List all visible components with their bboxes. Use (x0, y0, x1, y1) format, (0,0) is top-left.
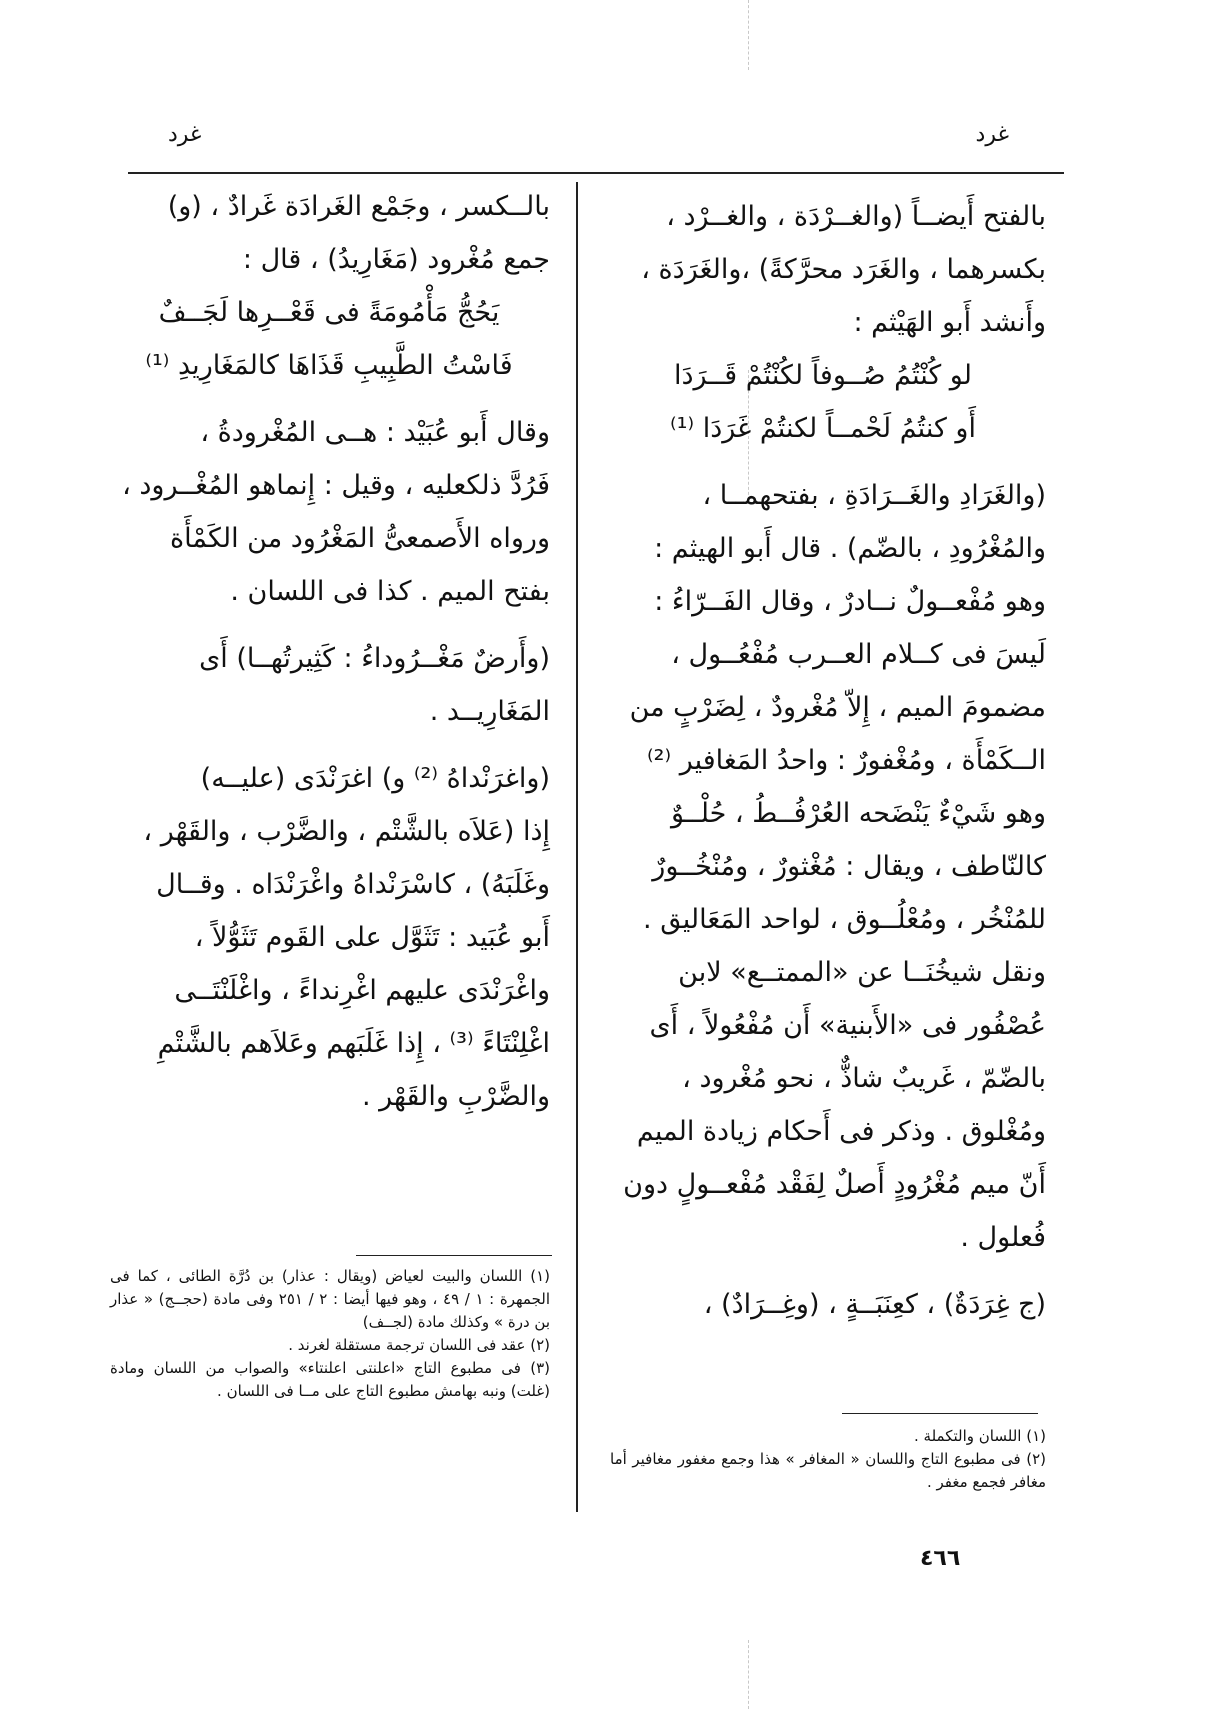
text-line: إِذا (عَلاَه بالشَّتْم ، والضَّرْب ، والقَهْر ، (143, 816, 550, 847)
verse-line: لو كُنْتُمُ صُــوفاً لكُنْتُمْ قَــرَدَا (673, 360, 972, 391)
text-line: لَيسَ فى كــلام العــرب مُفْعُــول ، (671, 639, 1046, 670)
text-line: ونقل شيخُنَــا عن «الممتــع» لابن (678, 957, 1046, 988)
verse-line: يَحُجُّ مَأْمُومَةً فى قَعْــرِها لَجَــفٌ (158, 297, 500, 328)
text-line: أَنّ ميم مُغْرُودٍ أَصلٌ لِفَقْد مُفْعــولٍ دون (623, 1169, 1046, 1200)
running-header-left: غرد (168, 122, 202, 147)
text-line: وغَلَبَهُ) ، كاسْرَنْداهُ واغْرَنْدَاه . وقــال (156, 869, 550, 900)
text-line: أَبو عُبَيد : تَثَوَّل على القَوم تَثَوُّلاً ، (194, 922, 550, 953)
footnote: (١) اللسان والتكملة . (914, 1427, 1046, 1445)
footnotes-right (610, 1425, 1046, 1494)
text-line: المَغَارِيــد . (429, 696, 550, 727)
text-line: كالنّاطف ، ويقال : مُغْثورٌ ، ومُنْخُــورٌ (652, 851, 1046, 882)
right-column (600, 190, 1046, 1331)
fold-line (748, 0, 749, 70)
page-number: ٤٦٦ (920, 1546, 961, 1571)
text-line: الــكَمْأَة ، ومُغْفورٌ : واحدُ المَغافير ⁽²⁾ (647, 745, 1046, 776)
footnotes-left (110, 1265, 550, 1403)
text-line: (ج غِرَدَةٌ) ، كعِنَبَــةٍ ، (وغِــرَادٌ) ، (703, 1289, 1046, 1320)
text-line: (وأَرضٌ مَغْــرُوداءُ : كَثِيرتُهــا) أَى (199, 643, 550, 674)
footnote: (٢) فى مطبوع التاج واللسان « المغافر » هذا وجمع مغفور مغافير أما مغافر فجمع مغفر . (610, 1450, 1046, 1491)
text-line: بالفتح أَيضــاً (والغــرْدَة ، والغــرْد ، (666, 201, 1046, 232)
verse-line: أَو كنتُمُ لَحْمــاً لكنتُمْ غَرَدَا ⁽¹⁾ (670, 413, 976, 444)
footnote-rule (842, 1413, 1038, 1414)
text-line: وهو شَيْءٌ يَنْضَحه العُرْفُــطُ ، حُلْــوٌ (670, 798, 1046, 829)
text-line: وقال أَبو عُبَيْد : هــى المُغْرودةُ ، (200, 417, 550, 448)
text-line: والضَّرْبِ والقَهْر . (361, 1081, 550, 1112)
text-line: (واغرَنْداهُ ⁽²⁾ و) اغرَنْدَى (عليــه) (200, 763, 550, 794)
text-line: عُصْفُور فى «الأَبنية» أَن مُفْعُولاً ، أَى (649, 1010, 1046, 1041)
text-line: فَرُدَّ ذلكعليه ، وقيل : إِنماهو المُغْــرود ، (122, 470, 550, 501)
text-line: وأَنشد أَبو الهَيْثم : (853, 307, 1046, 338)
text-line: بفتح الميم . كذا فى اللسان . (230, 576, 550, 607)
text-line: ومُغْلوق . وذكر فى أَحكام زيادة الميم (636, 1116, 1046, 1147)
text-line: (والغَرَادِ والغَــرَادَةِ ، بفتحهمــا ، (702, 480, 1046, 511)
fold-line (748, 1640, 749, 1709)
verse-line: فَاسْتُ الطَّبِيبِ قَذَاهَا كالمَغَارِيدِ ⁽¹⁾ (145, 350, 513, 381)
footnote: (٢) عقد فى اللسان ترجمة مستقلة لغرند . (288, 1336, 550, 1354)
footnote: (٣) فى مطبوع التاج «اعلنتى اعلنتاء» والصواب من اللسان ومادة (غلت) ونبه بهامش مطبوع التاج على مــا فى اللسان . (110, 1359, 550, 1400)
text-line: ورواه الأَصمعىُّ المَغْرُود من الكَمْأَة (169, 523, 550, 554)
text-line: بالــكسر ، وجَمْع الغَرادَة غَرادٌ ، (و) (167, 191, 550, 222)
left-column (108, 180, 550, 1123)
text-line: اغْلِنْتَاءً ⁽³⁾ ، إِذا غَلَبَهم وعَلاَهم بالشَّتْمِ (157, 1028, 550, 1059)
footnote-rule (356, 1255, 552, 1256)
text-line: بكسرهما ، والغَرَد محرَّكةً) ،والغَرَدَة ، (641, 254, 1046, 285)
text-line: مضمومَ الميم ، إِلاّ مُغْرودٌ ، لِضَرْبٍ من (629, 692, 1046, 723)
text-line: فُعلول . (960, 1222, 1046, 1253)
text-line: واغْرَنْدَى عليهم اغْرِنداءً ، واغْلَنْتَــى (174, 975, 550, 1006)
column-separator (576, 182, 578, 1512)
header-rule (128, 172, 1064, 174)
text-line: والمُغْرُودِ ، بالضّم) . قال أَبو الهيثم : (654, 533, 1046, 564)
running-header-right: غرد (975, 122, 1009, 147)
text-line: وهو مُفْعــولٌ نــادرٌ ، وقال الفَــرّاءُ : (654, 586, 1046, 617)
text-line: جمع مُغْرود (مَغَارِيدُ) ، قال : (242, 244, 550, 275)
text-line: بالضّمّ ، غَريبٌ شاذٌّ ، نحو مُغْرود ، (682, 1063, 1046, 1094)
footnote: (١) اللسان والبيت لعياض (ويقال : عذار) بن دُرَّة الطائى ، كما فى الجمهرة : ١ / ٤٩ ، وهو فيها أيضا : ٢ / ٢٥١ وفى مادة (حجــج) « عذار بن درة » وكذلك مادة (لجــف) (110, 1267, 551, 1331)
text-line: للمُنْخُر ، ومُعْلُــوق ، لواحد المَعَاليق . (643, 904, 1046, 935)
